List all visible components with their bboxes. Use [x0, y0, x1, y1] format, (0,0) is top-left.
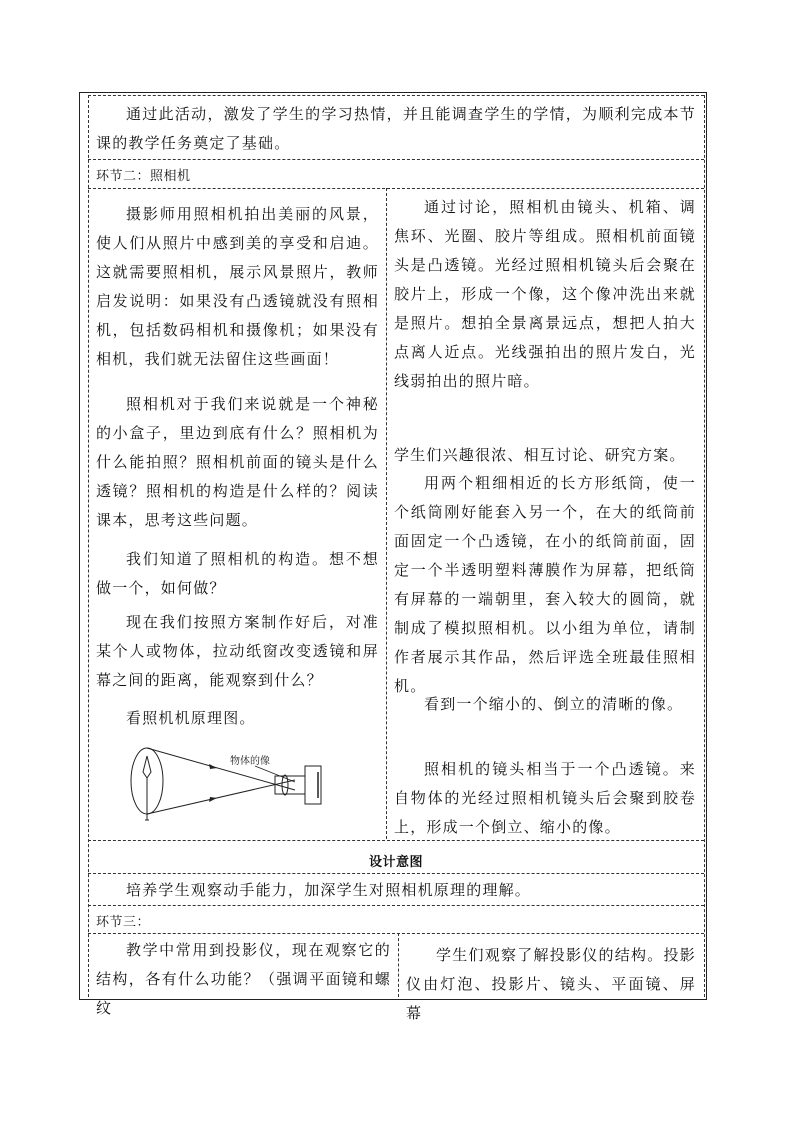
camera-principle-diagram [125, 738, 330, 828]
teacher-paragraph: 教学中常用到投影仪，现在观察它的结构，各有什么功能？（强调平面镜和螺纹 [96, 941, 391, 1017]
student-paragraph: 学生们观察了解投影仪的结构。投影仪由灯泡、投影片、镜头、平面镜、屏幕 [406, 946, 696, 1022]
row-divider [88, 188, 704, 189]
activity-summary-text: 通过此活动，激发了学生的学习热情，并且能调查学生的学情，为顺利完成本节课的教学任务奠定了基础。 [96, 105, 696, 152]
student-paragraph: 学生们兴趣很浓、相互讨论、研究方案。 [394, 446, 686, 464]
section-label: 环节三： [96, 915, 151, 930]
design-intent-title: 设计意图 [368, 855, 423, 870]
table-border-right [704, 95, 705, 997]
row-divider [88, 873, 704, 874]
student-paragraph: 看到一个缩小的、倒立的清晰的像。 [424, 695, 684, 713]
student-paragraph: 用两个粗细相近的长方形纸筒，使一个纸筒刚好能套入另一个，在大的纸筒前面固定一个凸透镜，在小的纸筒前面，固定一个半透明塑料薄膜作为屏幕，把纸筒有屏幕的一端朝里，套入较大的圆筒，就制成了模拟照相机。以小组为单位，请制作者展示其作品，然后评选全班最佳照相机。 [394, 474, 696, 695]
teacher-paragraph: 摄影师用照相机拍出美丽的风景，使人们从照片中感到美的享受和启迪。这就需要照相机，展示风景照片，教师启发说明：如果没有凸透镜就没有照相机，包括数码相机和摄像机；如果没有相机，我们就无法留住这些画面！ [96, 205, 379, 368]
image-label: 物体的像 [230, 756, 270, 767]
row-divider [88, 95, 704, 96]
design-intent-text: 培养学生观察动手能力，加深学生对照相机原理的理解。 [126, 881, 532, 899]
section-label: 环节二：照相机 [96, 169, 191, 184]
column-divider [398, 933, 399, 997]
teacher-paragraph: 现在我们按照方案制作好后，对准某个人或物体，拉动纸窗改变透镜和屏幕之间的距离，能观察到什么？ [96, 613, 379, 689]
teacher-paragraph: 照相机对于我们来说就是一个神秘的小盒子，里边到底有什么？照相机为什么能拍照？照相机前面的镜头是什么透镜？照相机的构造是什么样的？阅读课本，思考这些问题。 [96, 395, 379, 529]
row-divider [88, 159, 704, 160]
student-paragraph: 照相机的镜头相当于一个凸透镜。来自物体的光经过照相机镜头后会聚到胶卷上，形成一个倒立、缩小的像。 [394, 760, 696, 836]
teacher-paragraph: 看照机机原理图。 [126, 709, 256, 727]
student-paragraph: 通过讨论，照相机由镜头、机箱、调焦环、光圈、胶片等组成。照相机前面镜头是凸透镜。光经过照相机镜头后会聚在胶片上，形成一个像，这个像冲洗出来就是照片。想拍全景离景远点，想把人拍大点离人近点。光线强拍出的照片发白，光线弱拍出的照片暗。 [394, 198, 696, 390]
row-divider [88, 840, 704, 841]
teacher-paragraph: 我们知道了照相机的构造。想不想做一个，如何做？ [96, 550, 379, 597]
column-divider [386, 188, 387, 839]
row-divider [88, 933, 704, 934]
row-divider [88, 905, 704, 906]
